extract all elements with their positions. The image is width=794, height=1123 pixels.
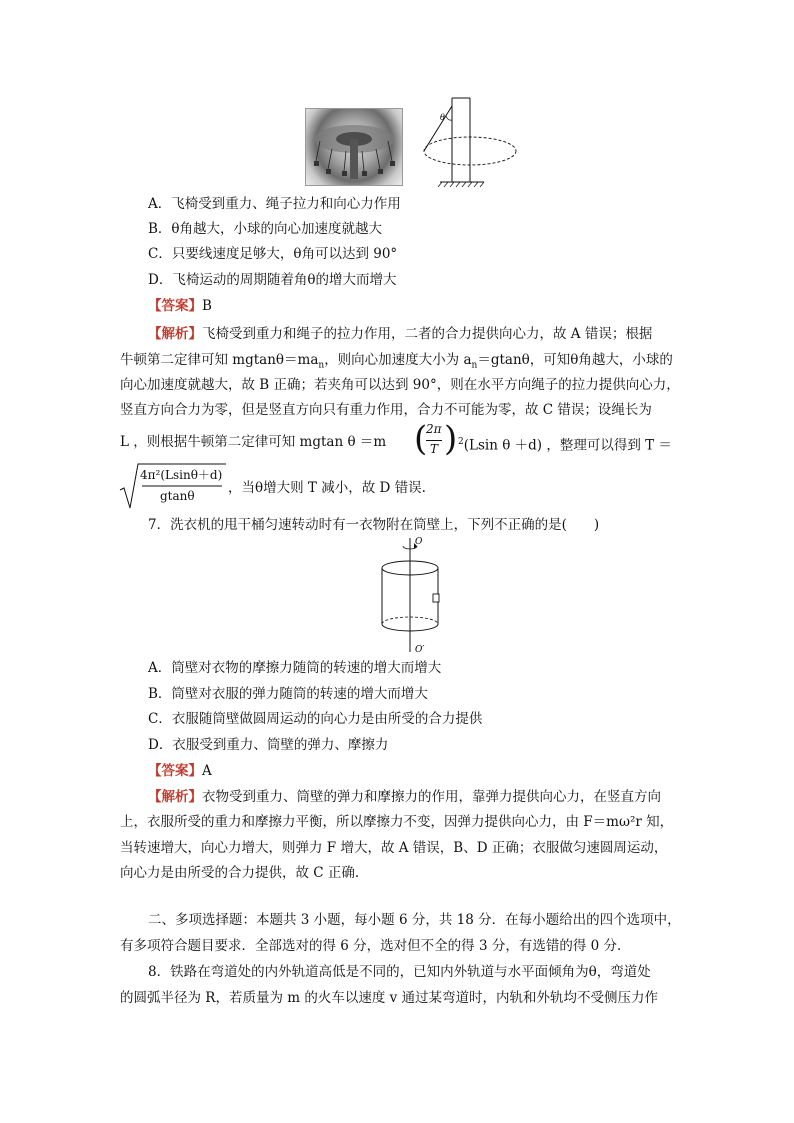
q6-option-d: D．飞椅运动的周期随着角θ的增大而增大 xyxy=(148,272,397,288)
analysis-tag: 【解析】 xyxy=(148,789,202,805)
answer-value: A xyxy=(202,763,212,779)
fraction-2pi-over-t: ( 2π T ) xyxy=(414,419,458,459)
theta-label: θ xyxy=(440,113,445,122)
q8-line-2: 的圆弧半径为 R，若质量为 m 的火车以速度 v 通过某弯道时，内轨和外轨均不受侧压力作 xyxy=(120,990,659,1006)
swing-ride-photo xyxy=(305,108,403,186)
q7-option-d: D．衣服受到重力、筒壁的弹力、摩擦力 xyxy=(148,737,389,753)
q6-answer xyxy=(148,296,212,316)
analysis-tag: 【解析】 xyxy=(148,326,202,342)
q7-analysis-line-3: 当转速增大，向心力增大，则弹力 F 增大，故 A 错误，B、D 正确；衣服做匀速圆周运动， xyxy=(120,840,668,856)
swing-ride-image xyxy=(306,109,402,185)
q6-analysis-line-5b: $^2$(Lsin θ ＋d) ，整理可以得到 T ＝ xyxy=(458,437,672,454)
q7-analysis-line-2: 上，衣服所受的重力和摩擦力平衡，所以摩擦力不变，因弹力提供向心力，由 F＝mω²r 知， xyxy=(120,814,674,830)
axis-top-label: O xyxy=(415,537,423,547)
sqrt-numerator: 4π²(Lsinθ＋d) xyxy=(140,468,223,482)
q7-option-b: B．筒壁对衣服的弹力随筒的转速的增大而增大 xyxy=(148,686,428,702)
q7-analysis-line-4: 向心力是由所受的合力提供，故 C 正确. xyxy=(120,865,360,881)
q6-analysis-line-2: 牛顿第二定律可知 $mgtan\theta=ma_n$，则向心加速度大小为 $a_n=gtan\theta$，可知θ角越大，小球的 xyxy=(120,352,673,371)
q7-stem: 7．洗衣机的甩干桶匀速转动时有一衣物附在筒壁上，下列不正确的是( ) xyxy=(148,517,600,533)
q6-analysis-line-6: ，当θ增大则 T 减小，故 D 错误. xyxy=(228,480,426,496)
sqrt-denominator: gtanθ xyxy=(160,489,195,503)
q6-option-c: C．只要线速度足够大，θ角可以达到 90° xyxy=(148,246,398,262)
answer-tag: 【答案】 xyxy=(148,298,202,314)
q6-analysis-line-3: 向心加速度就越大，故 B 正确；若夹角可以达到 90°，则在水平方向绳子的拉力提供向心力， xyxy=(120,377,680,393)
q8-line-1: 8．铁路在弯道处的内外轨道高低是不同的，已知内外轨道与水平面倾角为θ，弯道处 xyxy=(148,964,651,980)
q6-analysis-line-5: L ，则根据牛顿第二定律可知 mgtan θ ＝m xyxy=(120,434,387,450)
cone-pendulum-diagram xyxy=(418,96,522,188)
q7-option-a: A．筒壁对衣物的摩擦力随筒的转速的增大而增大 xyxy=(148,660,442,676)
q6-option-a: A．飞椅受到重力、绳子拉力和向心力作用 xyxy=(148,196,401,212)
q7-analysis-line-1: 【解析】衣物受到重力、筒壁的弹力和摩擦力的作用，靠弹力提供向心力，在竖直方向 xyxy=(148,789,661,805)
q6-analysis-line-1: 【解析】飞椅受到重力和绳子的拉力作用，二者的合力提供向心力，故 A 错误；根据 xyxy=(148,326,653,342)
q6-option-b: B．θ角越大，小球的向心加速度就越大 xyxy=(148,221,383,237)
section2-line-1: 二、多项选择题：本题共 3 小题，每小题 6 分，共 18 分．在每小题给出的四个选项中， xyxy=(148,912,681,928)
axis-bottom-label: O′ xyxy=(415,645,425,654)
q7-answer xyxy=(148,761,212,781)
answer-tag: 【答案】 xyxy=(148,763,202,779)
section2-line-2: 有多项符合题目要求．全部选对的得 6 分，选对但不全的得 3 分，有选错的得 0 分． xyxy=(120,938,631,954)
answer-value: B xyxy=(202,298,212,314)
q7-option-c: C．衣服随筒壁做圆周运动的向心力是由所受的合力提供 xyxy=(148,711,483,727)
spin-drum-diagram xyxy=(370,536,450,654)
q6-analysis-line-4: 竖直方向合力为零，但是竖直方向只有重力作用，合力不可能为零，故 C 错误；设绳长为 xyxy=(120,402,652,418)
